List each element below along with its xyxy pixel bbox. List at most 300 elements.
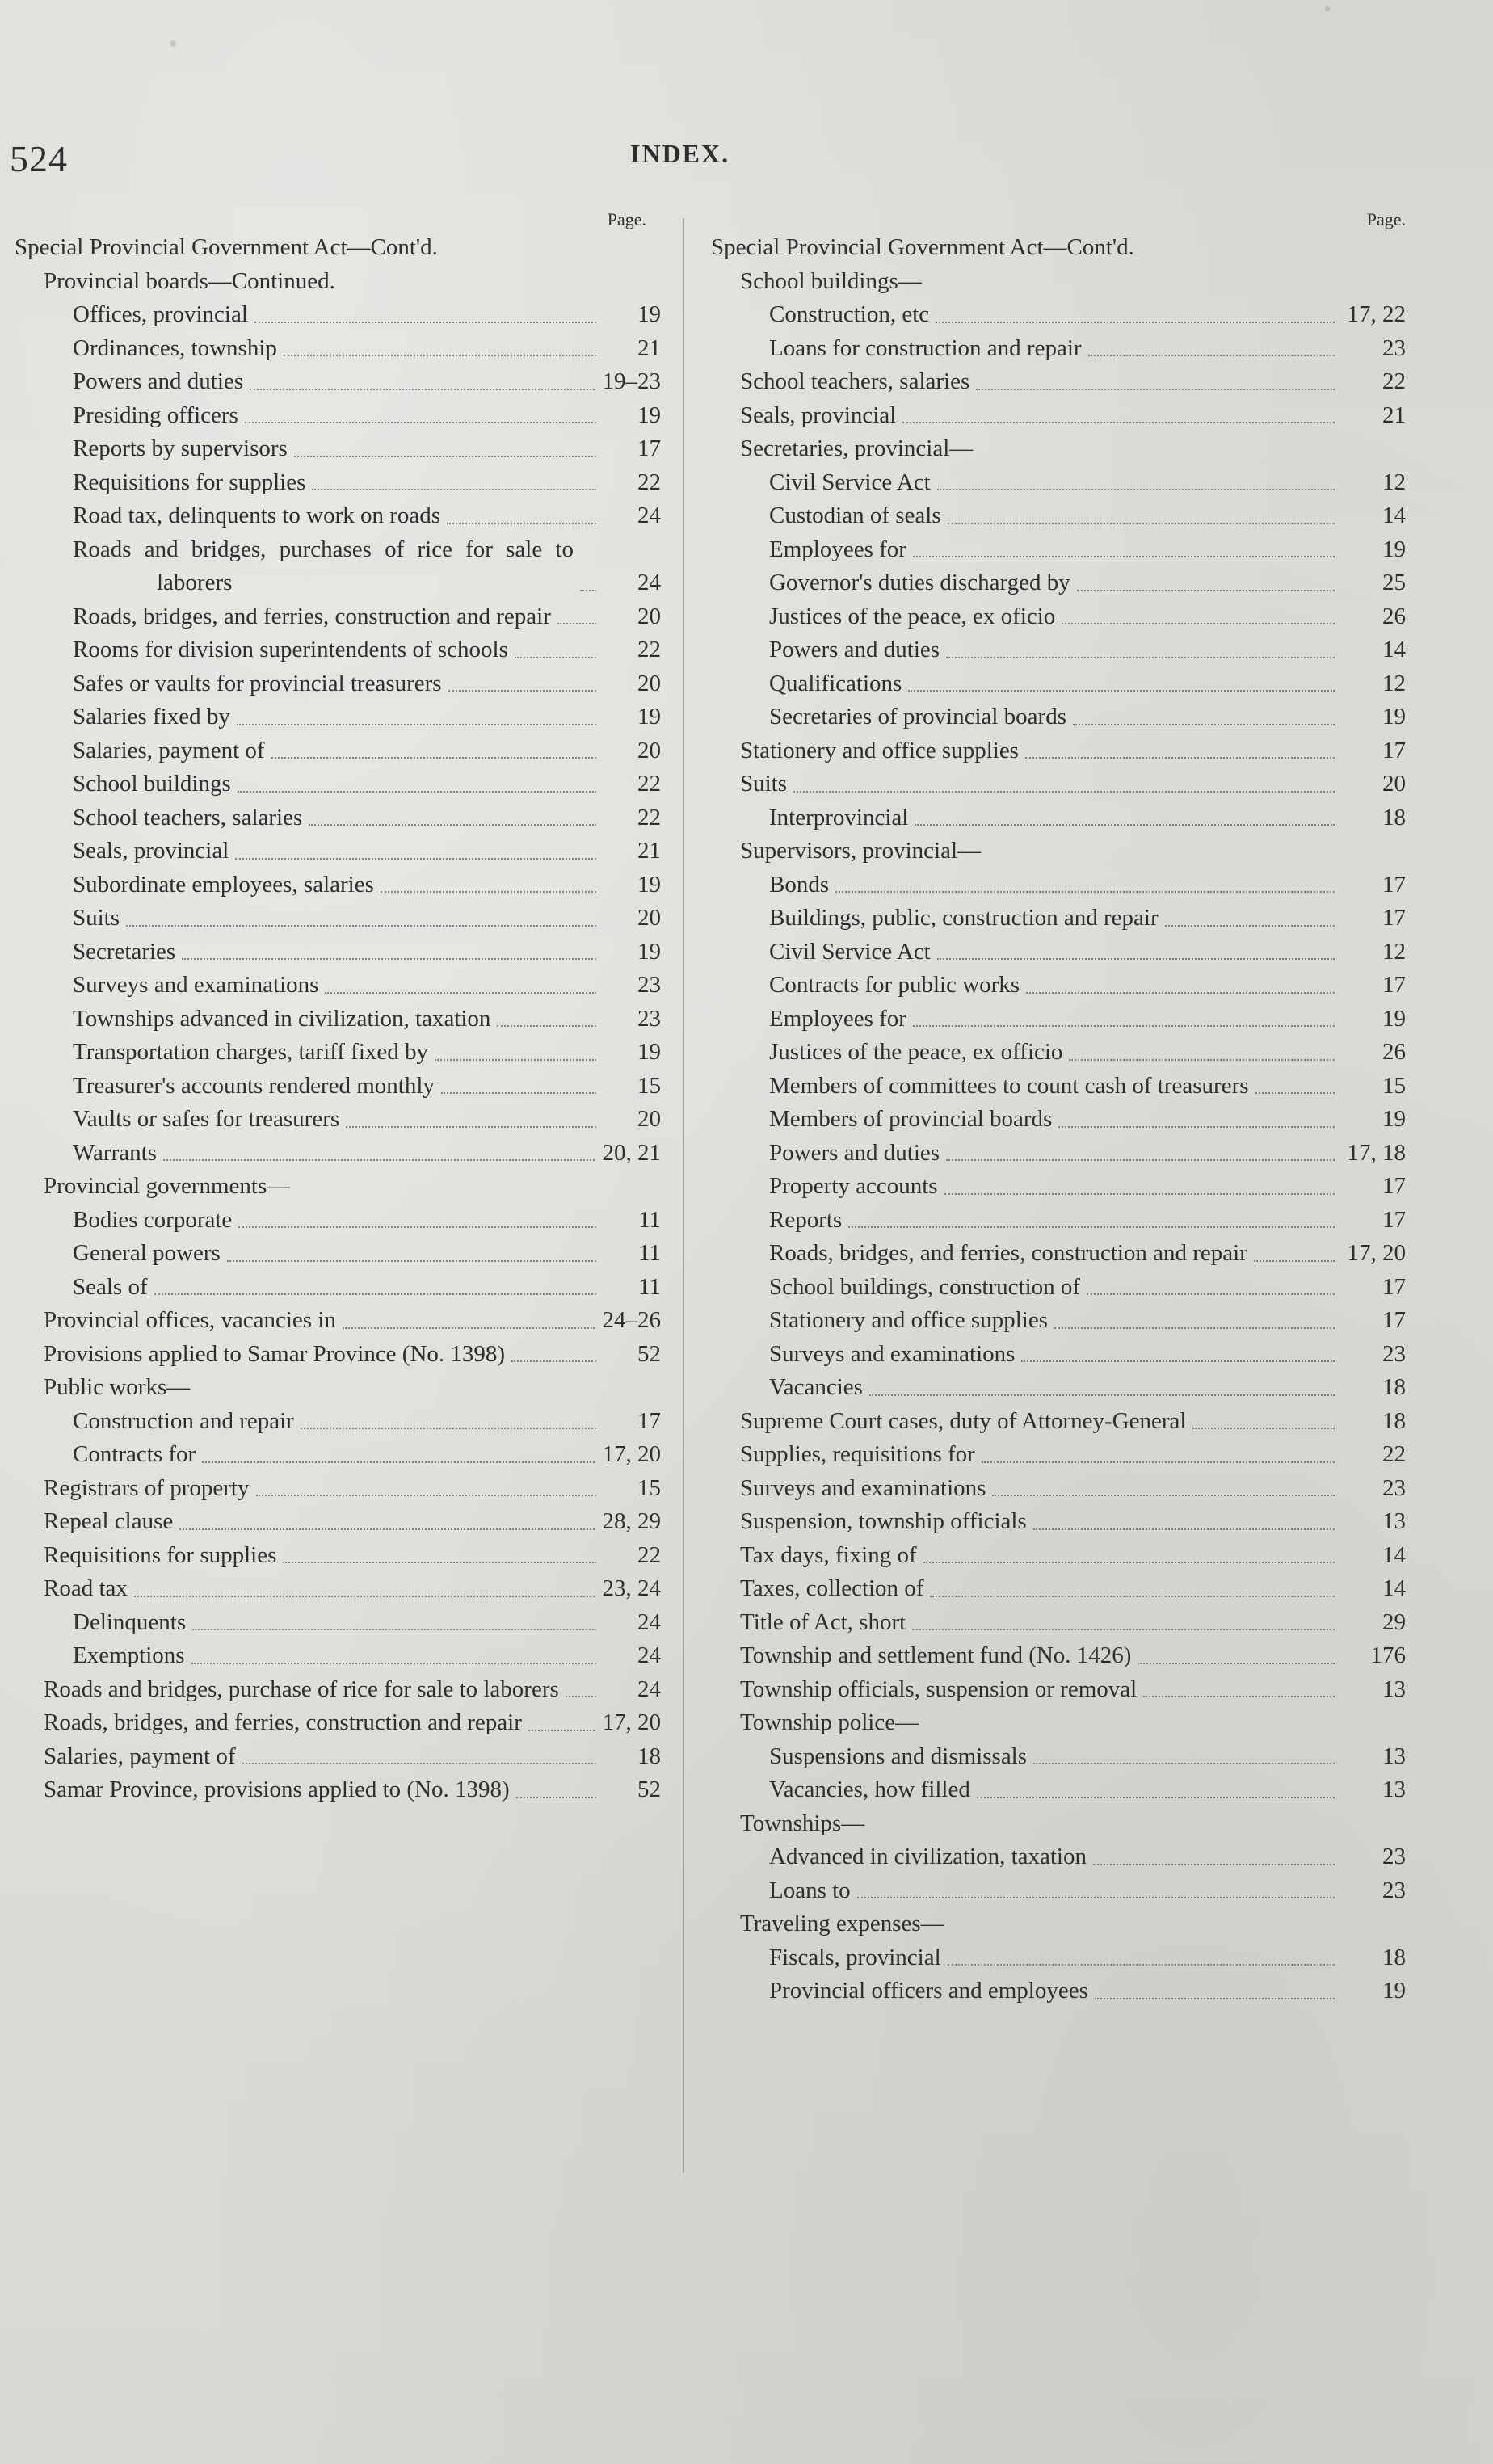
- index-entry-text: Delinquents: [73, 1608, 187, 1635]
- index-entry-text: Provisions applied to Samar Province (No. 1398): [44, 1340, 506, 1367]
- index-column-right: [711, 208, 1406, 2008]
- dot-leader: [346, 1126, 596, 1128]
- index-entry-page: 17, 20: [602, 1709, 661, 1735]
- index-entry-text: Provincial offices, vacancies in: [44, 1307, 336, 1333]
- index-entry-text: Loans to: [769, 1877, 851, 1903]
- index-entry: [711, 1974, 1406, 2008]
- index-entry-text: Powers and duties: [73, 368, 244, 394]
- index-entry-text: Township and settlement fund (No. 1426): [740, 1642, 1132, 1668]
- dot-leader: [309, 824, 596, 826]
- index-entry-text: Buildings, public, construction and repair: [769, 905, 1159, 931]
- dot-leader: [441, 1092, 596, 1094]
- index-entry-page: 22: [637, 1541, 661, 1568]
- index-entry-page: 52: [637, 1777, 661, 1802]
- index-entry: [15, 1539, 661, 1573]
- index-entry-text: Suits: [740, 771, 788, 797]
- index-entry-text: Salaries fixed by: [73, 704, 230, 730]
- index-entry: [15, 835, 661, 868]
- dot-leader: [448, 690, 596, 692]
- index-entry-text: Tax days, fixing of: [740, 1541, 917, 1568]
- index-entry-page: 17: [1382, 1173, 1406, 1199]
- index-entry-page: 19: [637, 402, 661, 428]
- index-entry: [15, 1371, 661, 1405]
- dot-leader: [515, 657, 596, 658]
- dot-leader: [946, 1159, 1335, 1161]
- index-entry-text: Samar Province, provisions applied to (No. 1398): [44, 1777, 510, 1802]
- index-entry-page: 19: [637, 301, 661, 327]
- index-entry: [711, 1505, 1406, 1539]
- index-entry: [711, 1204, 1406, 1238]
- index-entry: [15, 1673, 661, 1707]
- index-entry-page: 17: [1382, 905, 1406, 931]
- index-entry: [15, 1271, 661, 1305]
- index-entry: [711, 1907, 1357, 1941]
- index-entry-page: 17, 20: [1347, 1240, 1406, 1266]
- index-entry-text: Secretaries of provincial boards: [769, 704, 1066, 730]
- dot-leader: [930, 1596, 1335, 1597]
- dot-leader: [134, 1596, 595, 1597]
- index-entry-page: 20: [637, 905, 661, 931]
- index-entry: [711, 1304, 1406, 1338]
- index-entry-text: Employees for: [769, 1005, 906, 1032]
- index-entry-page: 21: [637, 838, 661, 864]
- index-entry: [711, 466, 1406, 500]
- index-entry: [711, 600, 1406, 634]
- index-entry: [15, 1137, 661, 1171]
- dot-leader: [191, 1663, 596, 1664]
- index-entry-page: 21: [637, 334, 661, 361]
- index-entry-text: Supplies, requisitions for: [740, 1441, 975, 1467]
- dot-leader: [283, 1562, 596, 1563]
- index-entry: [15, 1572, 661, 1606]
- index-entry-text: Powers and duties: [769, 637, 940, 662]
- index-entry: [711, 231, 1357, 265]
- dot-leader: [1077, 590, 1335, 591]
- index-entry: [15, 1773, 661, 1807]
- index-entry-page: 17: [1382, 1273, 1406, 1300]
- dot-leader: [977, 1797, 1335, 1798]
- index-entry: [15, 1405, 661, 1439]
- index-entry-text: Road tax: [44, 1575, 128, 1601]
- dot-leader: [202, 1461, 594, 1463]
- index-entry-page: 19: [1382, 1978, 1406, 2004]
- index-entry-text: School teachers, salaries: [740, 368, 970, 394]
- index-entry: [711, 265, 1357, 299]
- index-entry-page: 52: [637, 1340, 661, 1367]
- index-entry-text: Fiscals, provincial: [769, 1944, 941, 1970]
- dot-leader: [301, 1428, 596, 1429]
- index-entry-text: Justices of the peace, ex oficio: [769, 603, 1056, 629]
- dot-leader: [1254, 1260, 1335, 1262]
- dot-leader: [284, 355, 596, 356]
- index-entry-text: Custodian of seals: [769, 502, 941, 528]
- index-entry-text: Bonds: [769, 871, 830, 898]
- index-entry: [711, 969, 1406, 1003]
- index-entry: [15, 700, 661, 734]
- index-entry: [711, 399, 1406, 433]
- index-entry: [15, 1438, 661, 1472]
- index-entry-page: 20: [637, 603, 661, 629]
- index-entry-text: Requisitions for supplies: [44, 1541, 277, 1568]
- dot-leader: [343, 1327, 595, 1329]
- dot-leader: [1054, 1327, 1335, 1329]
- index-entry: [711, 700, 1406, 734]
- index-entry-page: 19–23: [602, 368, 661, 394]
- index-entry-page: 17: [1382, 972, 1406, 998]
- index-entry: [711, 1807, 1357, 1841]
- index-entry-text: Supervisors, provincial—: [740, 838, 982, 864]
- dot-leader: [1073, 724, 1335, 725]
- index-entry-text: Suits: [73, 905, 120, 931]
- index-entry-page: 22: [1382, 368, 1406, 394]
- dot-leader: [254, 322, 596, 323]
- index-entry: [15, 633, 661, 667]
- index-entry-text: Salaries, payment of: [44, 1743, 236, 1769]
- index-entry: [711, 332, 1406, 366]
- index-entry: [15, 902, 661, 936]
- index-entry-text: Title of Act, short: [740, 1608, 906, 1635]
- index-entry-text: Secretaries, provincial—: [740, 435, 974, 461]
- dot-leader: [857, 1897, 1335, 1898]
- index-entry: [15, 767, 661, 801]
- index-entry-text: Townships—: [740, 1810, 865, 1836]
- index-entry-text: Roads, bridges, and ferries, construction and repair: [73, 603, 551, 629]
- index-entry-text: Repeal clause: [44, 1508, 174, 1534]
- index-entry: [711, 1572, 1406, 1606]
- dot-leader: [580, 590, 596, 591]
- dot-leader: [182, 958, 596, 960]
- index-entry: [711, 1036, 1406, 1070]
- index-entry-page: 24: [637, 1608, 661, 1635]
- dot-leader: [528, 1730, 595, 1731]
- dot-leader: [1069, 1059, 1335, 1061]
- index-entry-page: 24: [637, 1676, 661, 1702]
- dot-leader: [237, 724, 596, 725]
- index-entry: [15, 265, 661, 299]
- index-entry: [711, 1740, 1406, 1774]
- index-entry-page: 19: [1382, 1106, 1406, 1132]
- index-entry-page: 18: [1382, 804, 1406, 830]
- dot-leader: [179, 1528, 594, 1530]
- index-entry-page: 13: [1382, 1777, 1406, 1802]
- index-entry-text: Qualifications: [769, 670, 902, 696]
- index-entry: [15, 1204, 661, 1238]
- index-entry-text: Reports: [769, 1206, 843, 1233]
- index-entry-text: Offices, provincial: [73, 301, 248, 327]
- index-entry: [15, 969, 661, 1003]
- index-entry-text: Seals of: [73, 1273, 148, 1300]
- dot-leader: [848, 1226, 1335, 1228]
- index-entry-page: 15: [637, 1072, 661, 1099]
- dot-leader: [238, 791, 596, 793]
- dot-leader: [497, 1025, 596, 1027]
- index-entry-text: Presiding officers: [73, 402, 238, 428]
- index-entry: [711, 1371, 1406, 1405]
- index-entry: [15, 868, 661, 902]
- dot-leader: [944, 1193, 1335, 1195]
- index-entry-page: 20: [637, 737, 661, 763]
- index-entry-page: 17, 22: [1347, 301, 1406, 327]
- dot-leader: [1138, 1663, 1335, 1664]
- index-entry-page: 23: [1382, 1877, 1406, 1903]
- dot-leader: [242, 1763, 596, 1764]
- index-entry-page: 18: [637, 1743, 661, 1769]
- index-entry-page: 23: [1382, 1340, 1406, 1367]
- dot-leader: [1021, 1360, 1335, 1362]
- index-entry-text: Warrants: [73, 1139, 157, 1166]
- dot-leader: [912, 1629, 1335, 1630]
- dot-leader: [946, 657, 1335, 658]
- index-entry-page: 18: [1382, 1407, 1406, 1434]
- index-entry-page: 21: [1382, 402, 1406, 428]
- index-entry-text: Requisitions for supplies: [73, 469, 306, 495]
- index-entry: [711, 1338, 1406, 1372]
- index-entry: [711, 633, 1406, 667]
- index-entry-text: Roads, bridges, and ferries, construction and repair: [769, 1240, 1247, 1266]
- index-entry-page: 24: [637, 570, 661, 595]
- index-entry-text: Interprovincial: [769, 804, 909, 830]
- index-entry: [711, 1405, 1406, 1439]
- index-entry-text: School buildings—: [740, 267, 922, 294]
- index-entry-text: Provincial officers and employees: [769, 1978, 1088, 2004]
- index-entry-text: Supreme Court cases, duty of Attorney-General: [740, 1407, 1187, 1434]
- index-entry-text: Contracts for public works: [769, 972, 1020, 998]
- index-entry-page: 24–26: [602, 1307, 661, 1333]
- paper-smudge: [1325, 6, 1330, 11]
- dot-leader: [982, 1461, 1335, 1463]
- dot-leader: [908, 690, 1335, 692]
- index-entry-page: 17, 18: [1347, 1139, 1406, 1166]
- index-entry: [711, 1706, 1357, 1740]
- index-entry: [15, 332, 661, 366]
- index-entry-text: Townships advanced in civilization, taxation: [73, 1005, 491, 1032]
- index-entry: [15, 231, 661, 265]
- index-entry-text: Subordinate employees, salaries: [73, 871, 374, 898]
- dot-leader: [566, 1696, 596, 1697]
- index-entry: [15, 1606, 661, 1640]
- index-entry: [711, 1773, 1406, 1807]
- index-entry-page: 17: [637, 435, 661, 461]
- index-entry: [711, 1941, 1406, 1975]
- index-entry-text: Special Provincial Government Act—Cont'd.: [15, 234, 438, 260]
- index-entry: [15, 936, 661, 969]
- index-entry-page: 22: [637, 804, 661, 830]
- index-entry-text: Reports by supervisors: [73, 435, 288, 461]
- index-entry-page: 13: [1382, 1743, 1406, 1769]
- page-number: 524: [10, 138, 68, 179]
- index-entry: [711, 835, 1357, 868]
- index-entry-text: Surveys and examinations: [73, 972, 319, 998]
- dot-leader: [294, 456, 596, 457]
- index-entry-text: Construction and repair: [73, 1407, 294, 1434]
- index-entry-page: 24: [637, 1642, 661, 1668]
- dot-leader: [902, 422, 1335, 423]
- dot-leader: [992, 1495, 1335, 1496]
- index-entry-text: Township police—: [740, 1709, 919, 1735]
- index-entries-right: [711, 231, 1406, 2008]
- index-entry-text: Vacancies: [769, 1374, 863, 1400]
- index-entries-left: [15, 231, 661, 1807]
- index-entry-text: Contracts for: [73, 1441, 196, 1467]
- index-entry: [15, 1036, 661, 1070]
- index-entry-page: 15: [1382, 1072, 1406, 1099]
- index-entry: [15, 1103, 661, 1137]
- index-entry-page: 17: [1382, 871, 1406, 898]
- index-entry: [711, 298, 1406, 332]
- index-entry: [15, 1338, 661, 1372]
- index-column-left: [15, 208, 661, 1807]
- dot-leader: [1192, 1428, 1335, 1429]
- index-entry-text: Stationery and office supplies: [740, 737, 1019, 763]
- paper-smudge: [170, 40, 176, 47]
- dot-leader: [447, 523, 596, 524]
- page-column-label: Page.: [607, 209, 646, 229]
- index-entry: [711, 1003, 1406, 1036]
- index-entry-page: 20, 21: [602, 1139, 661, 1166]
- running-head: INDEX.: [630, 139, 730, 168]
- index-entry-page: 12: [1382, 938, 1406, 965]
- index-entry-page: 19: [1382, 1005, 1406, 1032]
- dot-leader: [1093, 1864, 1335, 1865]
- index-entry-page: 17: [1382, 1307, 1406, 1333]
- index-entry-text: School buildings, construction of: [769, 1273, 1081, 1300]
- index-entry: [711, 801, 1406, 835]
- dot-leader: [1033, 1763, 1335, 1764]
- index-entry: [15, 1070, 661, 1104]
- index-entry: [15, 1740, 661, 1774]
- index-entry: [711, 432, 1357, 466]
- index-entry-text: Justices of the peace, ex officio: [769, 1039, 1063, 1065]
- index-entry: [15, 1639, 661, 1673]
- index-entry: [711, 1639, 1406, 1673]
- index-entry-text: Public works—: [44, 1374, 191, 1400]
- dot-leader: [915, 824, 1335, 826]
- dot-leader: [1087, 1293, 1335, 1295]
- dot-leader: [1143, 1696, 1335, 1697]
- dot-leader: [869, 1394, 1335, 1396]
- index-entry-page: 17: [637, 1407, 661, 1434]
- index-entry-page: 176: [1370, 1642, 1406, 1668]
- index-entry-page: 23: [1382, 1844, 1406, 1869]
- index-entry: [15, 667, 661, 701]
- index-entry-text: Advanced in civilization, taxation: [769, 1844, 1087, 1869]
- index-entry-text: Seals, provincial: [73, 838, 229, 864]
- index-entry-text: Exemptions: [73, 1642, 185, 1668]
- index-entry: [15, 1505, 661, 1539]
- index-entry-page: 26: [1382, 603, 1406, 629]
- index-entry-page: 17: [1382, 737, 1406, 763]
- dot-leader: [1026, 992, 1335, 994]
- index-entry-page: 22: [1382, 1441, 1406, 1467]
- index-entry: [711, 1606, 1406, 1640]
- index-entry: [711, 936, 1406, 969]
- index-entry-page: 23, 24: [602, 1575, 661, 1601]
- index-entry-page: 19: [637, 938, 661, 965]
- index-entry-page: 22: [637, 469, 661, 495]
- index-entry-page: 17: [1382, 1206, 1406, 1233]
- index-entry: [711, 667, 1406, 701]
- index-entry-text: Road tax, delinquents to work on roads: [73, 502, 441, 528]
- index-entry-text: Roads, bridges, and ferries, construction and repair: [44, 1709, 522, 1735]
- index-entry: [711, 1170, 1406, 1204]
- index-entry-text: Vaults or safes for treasurers: [73, 1106, 340, 1132]
- index-entry-text: Ordinances, township: [73, 334, 277, 361]
- dot-leader: [435, 1059, 596, 1061]
- dot-leader: [936, 322, 1335, 323]
- dot-leader: [192, 1629, 596, 1630]
- dot-leader: [913, 556, 1335, 557]
- dot-leader: [256, 1495, 597, 1496]
- index-entry-text: Special Provincial Government Act—Cont'd.: [711, 234, 1134, 260]
- dot-leader: [1088, 355, 1335, 356]
- dot-leader: [1025, 757, 1335, 759]
- index-entry: [711, 1840, 1406, 1874]
- index-entry-page: 23: [1382, 1474, 1406, 1501]
- dot-leader: [913, 1025, 1335, 1027]
- dot-leader: [516, 1797, 596, 1798]
- index-entry-text: Transportation charges, tariff fixed by: [73, 1039, 429, 1065]
- dot-leader: [923, 1562, 1335, 1563]
- index-entry-text: Suspensions and dismissals: [769, 1743, 1028, 1769]
- dot-leader: [948, 1964, 1335, 1966]
- dot-leader: [976, 389, 1335, 390]
- index-entry-page: 20: [637, 670, 661, 696]
- index-entry-page: 20: [1382, 771, 1406, 797]
- dot-leader: [245, 422, 596, 423]
- index-entry-text: Secretaries: [73, 938, 176, 965]
- index-entry-page: 13: [1382, 1508, 1406, 1534]
- index-entry: [15, 399, 661, 433]
- index-entry-text: Registrars of property: [44, 1474, 250, 1501]
- index-entry-page: 28, 29: [602, 1508, 661, 1534]
- index-entry-page: 13: [1382, 1676, 1406, 1702]
- index-entry-page: 19: [637, 1039, 661, 1065]
- dot-leader: [1058, 1126, 1335, 1128]
- dot-leader: [271, 757, 596, 759]
- index-entry-page: 11: [638, 1240, 661, 1266]
- index-entry-text: Roads and bridges, purchases of rice for sale to laborers: [73, 536, 574, 595]
- index-entry-text: Provincial boards—Continued.: [44, 267, 335, 294]
- dot-leader: [154, 1293, 596, 1295]
- dot-leader: [1033, 1528, 1335, 1530]
- dot-leader: [227, 1260, 596, 1262]
- index-entry: [15, 1706, 661, 1740]
- dot-leader: [312, 489, 596, 490]
- index-entry: [15, 432, 661, 466]
- index-entry-text: Civil Service Act: [769, 469, 931, 495]
- index-entry: [711, 1070, 1406, 1104]
- index-entry-page: 17, 20: [602, 1441, 661, 1467]
- index-entry: [711, 1137, 1406, 1171]
- index-entry-text: Bodies corporate: [73, 1206, 233, 1233]
- index-entry: [711, 533, 1406, 567]
- index-entry-page: 23: [637, 972, 661, 998]
- index-entry-text: Rooms for division superintendents of schools: [73, 637, 508, 662]
- index-entry: [711, 1874, 1406, 1908]
- index-entry-text: Township officials, suspension or removal: [740, 1676, 1138, 1702]
- index-entry-text: Civil Service Act: [769, 938, 931, 965]
- index-entry-page: 14: [1382, 502, 1406, 528]
- dot-leader: [1255, 1092, 1335, 1094]
- index-entry: [15, 365, 661, 399]
- index-entry-page: 14: [1382, 1541, 1406, 1568]
- index-entry: [15, 499, 661, 533]
- index-entry-page: 11: [638, 1273, 661, 1300]
- index-entry-text: Taxes, collection of: [740, 1575, 924, 1601]
- index-entry-text: Provincial governments—: [44, 1173, 291, 1199]
- index-entry: [15, 298, 661, 332]
- index-entry-page: 19: [637, 871, 661, 898]
